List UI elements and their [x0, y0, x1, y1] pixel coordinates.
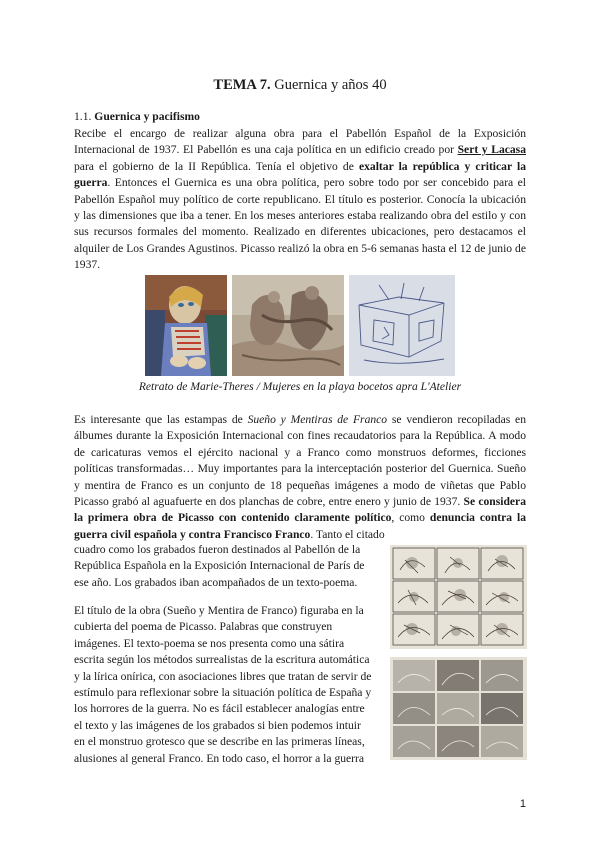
text-line: República Española en la Exposición Internacional de París de — [74, 559, 365, 573]
text-line: El título de la obra (Sueño y Mentira de Franco) figuraba en la — [74, 604, 364, 617]
etching-plate-1-image — [390, 545, 527, 649]
paragraph-text: para el gobierno de la II República. Tenía el objetivo de — [74, 159, 359, 173]
emphasis-primera-obra: Se considera la primera obra de Picasso con contenido claramente político — [74, 495, 527, 525]
paragraph-sueno-mentira — [74, 412, 526, 543]
section-heading — [74, 110, 200, 123]
image-caption: Retrato de Marie-Theres / Mujeres en la playa bocetos apra L'Atelier — [138, 380, 462, 393]
text-line: imágenes. El texto-poema se nos presenta como una sátira — [74, 636, 345, 650]
text-line: estímulo para reflexionar sobre la situación política de España y — [74, 686, 372, 700]
italic-work-title: Sueño y Mentiras de Franco — [247, 413, 388, 426]
emphasis-sert-lacasa: Sert y Lacasa — [457, 143, 526, 157]
paragraph-text: , como — [391, 511, 430, 525]
paragraph-text: Recibe el encargo de realizar alguna obra para el Pabellón Español de la Exposición Internacional de 1937. El Pabellón es una caja política en un edificio creado por — [74, 127, 526, 157]
atelier-sketch-image — [349, 275, 455, 376]
page-number: 1 — [519, 798, 526, 810]
section-number: 1.1. — [74, 110, 95, 123]
artwork-image-strip — [145, 275, 455, 376]
text-line: cubierta del poema de Picasso. Palabras que construyen — [74, 620, 333, 634]
paragraph-text: Es interesante que las estampas de — [74, 413, 248, 426]
paragraph-texto-poema — [74, 603, 386, 767]
emphasis-denuncia: denuncia contra la guerra civil española y contra Francisco Franco — [74, 511, 526, 541]
text-line: y la lírica onírica, con asociaciones libres que tratan de servir de — [74, 669, 372, 683]
text-line: alusiones al general Franco. En todo caso, el horror a la guerra — [74, 751, 365, 765]
text-line: escrita según los métodos surrealistas de la escritura automática — [74, 653, 370, 667]
women-on-beach-image — [232, 275, 344, 376]
paragraph-text: se vendieron recopiladas en álbumes durante la Exposición Internacional con fines recaudatorios para la República. A modo de caricaturas vemos el ejército nacional y a Franco como monstruos deformes, ficciones políticas transformadas… Muy importantes para la interceptación posterior del Guernica. Sueño y mentira de Franco es un conjunto de 18 pequeñas imágenes a modo de viñetas que Pablo Picasso grabó al aguafuerte en dos planchas de cobre, entre enero y junio de 1937. — [74, 413, 526, 509]
title-topic-name: Guernica y años 40 — [270, 77, 387, 93]
etching-plate-2-image — [390, 657, 527, 760]
paragraph-text: . Tanto el citado — [310, 527, 385, 541]
page-title — [0, 77, 600, 94]
text-line: el texto y las imágenes de los grabados si bien podemos intuir — [74, 718, 361, 732]
text-line: cuadro como los grabados fueron destinados al Pabellón de la — [74, 543, 361, 556]
portrait-marie-therese-image — [145, 275, 227, 376]
text-line: en el monstruo grotesco que se describe en las primeras líneas, — [74, 735, 365, 749]
emphasis-exaltar: exaltar la república y criticar la guerra — [74, 159, 526, 190]
paragraph-pabellon-grabados — [74, 542, 384, 591]
text-line: los horrores de la guerra. No es fácil establecer analogías entre — [74, 702, 365, 716]
section-title: Guernica y pacifismo — [94, 110, 200, 123]
title-topic-number: TEMA 7. — [213, 77, 271, 93]
paragraph-text: . Entonces el Guernica es una obra política, pero sobre todo por ser concebido para el Pabellón Español muy político de corte republicano. El título es posterior. Conocía la ubicación y las dimensiones que iba a tener. En los meses anteriores estaba realizando obra del estilo y con sus recursos formales del momento. Realizado en diferentes ubicaciones, pero destacamos el alquiler de Los Grandes Agustinos. Picasso realizó la obra en 5-6 semanas hasta el 12 de junio de 1937. — [74, 176, 526, 272]
paragraph-pabellon — [74, 126, 526, 274]
text-line: ese año. Los grabados iban acompañados de un texto-poema. — [74, 575, 358, 589]
